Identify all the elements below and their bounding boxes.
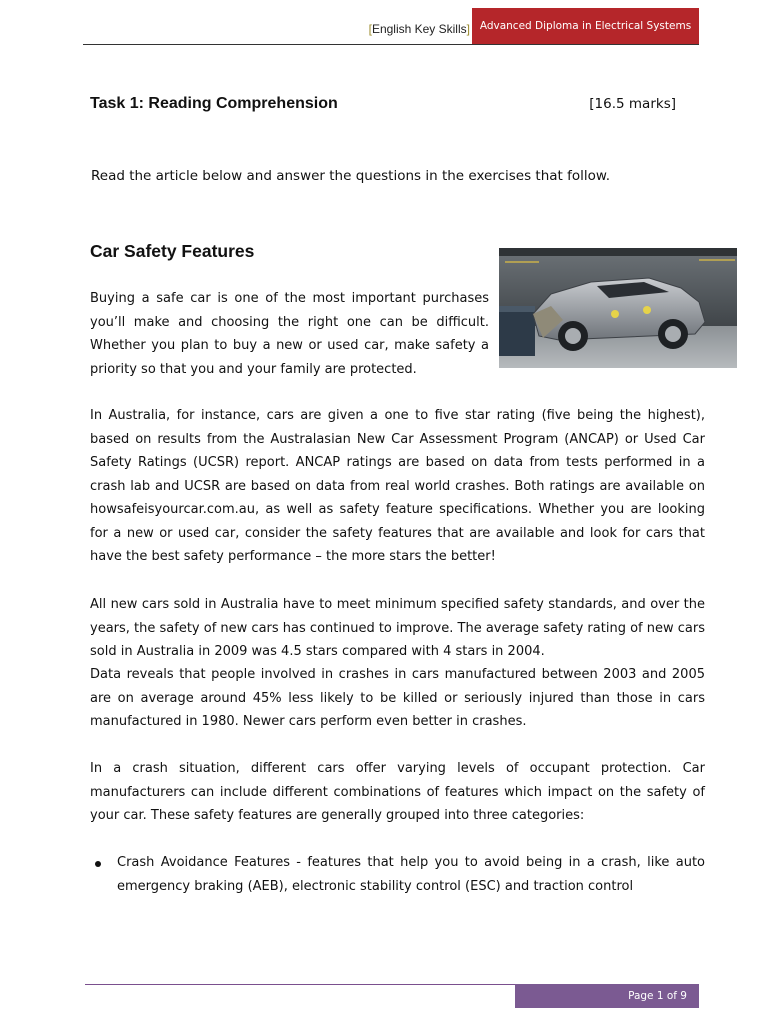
paragraph-4: Data reveals that people involved in crashes in cars manufactured between 2003 and 2005 are on average around 45% less likely to be killed or seriously injured than those in cars manufactured in 1980. Newer cars perform even better in crashes. [90,667,705,729]
paragraph-5: In a crash situation, different cars offer varying levels of occupant protection. Car manufacturers can include different combinations of features which impact on the safety of your car. These safety features are generally grouped into three categories: [90,761,705,823]
header-course-label: Advanced Diploma in Electrical Systems [479,20,692,32]
bullet-dot-icon [95,861,101,867]
paragraph-2: In Australia, for instance, cars are given a one to five star rating (five being the highest), based on results from the Australasian New Car Assessment Program (ANCAP) or Used Car Safety Ratings (UCSR) report. ANCAP ratings are based on data from tests performed in a crash lab and UCSR are based on data from real world crashes. Both ratings are available on howsafeisyourcar.com.au, as well as safety feature specifications. Whether you are looking for a new or used car, consider the safety features that are available and look for cars that have the best safety performance – the more stars the better! [90,408,705,564]
instruction-text: Read the article below and answer the questions in the exercises that follow. [91,168,611,184]
paragraph-3: All new cars sold in Australia have to meet minimum specified safety standards, and over the years, the safety of new cars has continued to improve. The average safety rating of new cars sold in Australia in 2009 was 4.5 stars compared with 4 stars in 2004. [90,597,705,659]
task-marks: [16.5 marks] [589,96,676,112]
header-skills-label: [English Key Skills] [368,22,470,36]
article-title: Car Safety Features [90,241,255,261]
bullet-item [90,851,705,898]
task-title: Task 1: Reading Comprehension [90,95,338,112]
page-number-badge [515,984,699,1008]
header-course-badge [472,8,699,44]
header-divider [83,44,699,45]
crash-test-photo [499,248,737,368]
bullet-text: Crash Avoidance Features - features that help you to avoid being in a crash, like auto emergency braking (AEB), electronic stability control (ESC) and traction control [117,855,705,894]
crash-test-car-image [499,248,737,368]
paragraph-1: Buying a safe car is one of the most important purchases you’ll make and choosing the right one can be difficult. Whether you plan to buy a new or used car, make safety a priority so that you and your family are protected. [90,291,489,377]
page-number: Page 1 of 9 [628,990,687,1002]
